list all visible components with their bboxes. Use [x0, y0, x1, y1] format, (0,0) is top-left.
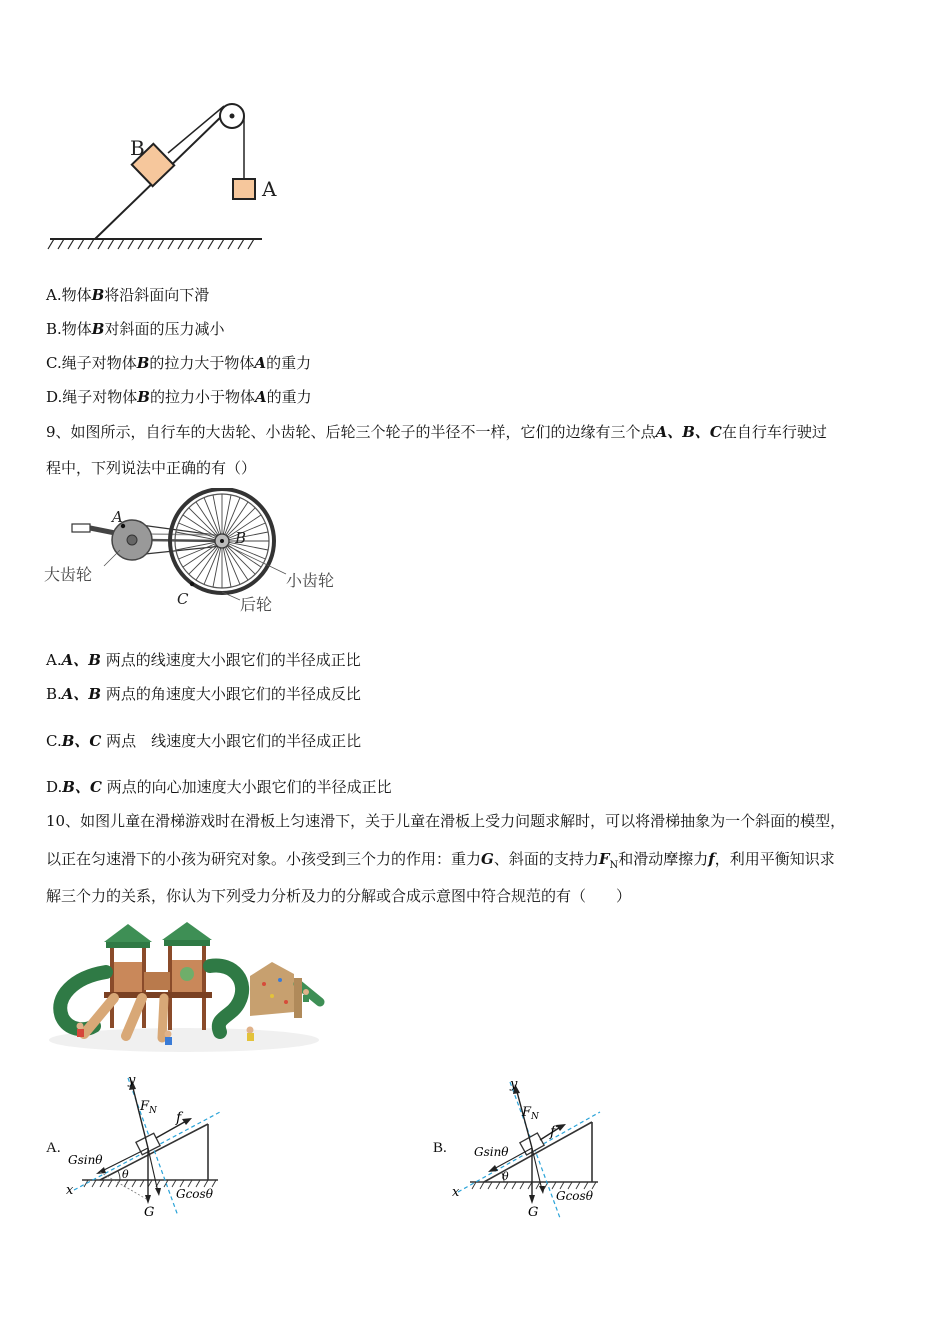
q8-option-a[interactable]: A.物体B将沿斜面向下滑 [46, 286, 210, 304]
diag-a-theta: θ [122, 1168, 129, 1181]
q10-option-b-label[interactable]: B. [433, 1140, 447, 1156]
q9-option-c[interactable]: C.B、C 两点 线速度大小跟它们的半径成正比 [46, 732, 362, 750]
diag-b-gsin: Gsinθ [474, 1145, 509, 1159]
q9-bicycle-figure [40, 488, 360, 620]
diag-b-gcos: Gcosθ [556, 1189, 593, 1203]
diag-b-f: f [550, 1124, 556, 1140]
diag-a-gcos: Gcosθ [176, 1187, 213, 1201]
diag-b-g: G [528, 1205, 539, 1220]
label-big-gear: 大齿轮 [44, 565, 93, 584]
diag-b-x: x [452, 1185, 460, 1200]
q10-option-a-label[interactable]: A. [46, 1140, 61, 1156]
q9-option-d[interactable]: D.B、C 两点的向心加速度大小跟它们的半径成正比 [46, 778, 392, 796]
q10-stem-line2: 以正在匀速滑下的小孩为研究对象。小孩受到三个力的作用：重力G、斜面的支持力$F_N$和滑动摩擦力f，利用平衡知识求 [46, 850, 835, 871]
diag-a-y: y [128, 1073, 136, 1088]
q8-incline-figure [40, 95, 300, 255]
diag-a-x: x [66, 1183, 74, 1198]
q10-diagram-b[interactable] [448, 1078, 628, 1224]
q10-stem-line1: 10、如图儿童在滑梯游戏时在滑板上匀速滑下，关于儿童在滑板上受力问题求解时，可以将滑梯抽象为一个斜面的模型， [46, 812, 846, 830]
q9-stem-line1: 9、如图所示，自行车的大齿轮、小齿轮、后轮三个轮子的半径不一样，它们的边缘有三个点A、B、C在自行车行驶过 [46, 423, 827, 441]
q10-diagram-a[interactable] [60, 1070, 240, 1222]
point-c [190, 582, 194, 586]
diag-b-theta: θ [502, 1170, 509, 1183]
q8-option-c[interactable]: C.绳子对物体B的拉力大于物体A的重力 [46, 354, 312, 372]
diag-a-fn: $F_N$ [140, 1099, 157, 1116]
label-small-gear: 小齿轮 [286, 571, 335, 590]
block-a [233, 179, 255, 199]
diag-b-y: y [510, 1078, 518, 1092]
q9-stem-line2: 程中，下列说法中正确的有（） [46, 459, 257, 477]
label-point-b: B [235, 529, 247, 547]
q8-option-b[interactable]: B.物体B对斜面的压力减小 [46, 320, 225, 338]
q9-option-a[interactable]: A.A、B 两点的线速度大小跟它们的半径成正比 [46, 651, 361, 669]
playground-illustration [44, 922, 326, 1056]
diag-a-f: f [176, 1110, 182, 1126]
q9-option-b[interactable]: B.A、B 两点的角速度大小跟它们的半径成反比 [46, 685, 361, 703]
q8-option-d[interactable]: D.绳子对物体B的拉力小于物体A的重力 [46, 388, 312, 406]
label-b: B [130, 136, 145, 160]
label-rear-wheel: 后轮 [240, 595, 273, 614]
label-point-a: A [112, 508, 123, 526]
label-point-c: C [177, 590, 189, 608]
diag-a-gsin: Gsinθ [68, 1153, 103, 1167]
q10-stem-line3: 解三个力的关系，你认为下列受力分析及力的分解或合成示意图中符合规范的有（ ） [46, 887, 632, 905]
label-a: A [262, 177, 277, 201]
diag-a-g: G [144, 1205, 155, 1220]
diag-b-fn: $F_N$ [522, 1105, 539, 1122]
